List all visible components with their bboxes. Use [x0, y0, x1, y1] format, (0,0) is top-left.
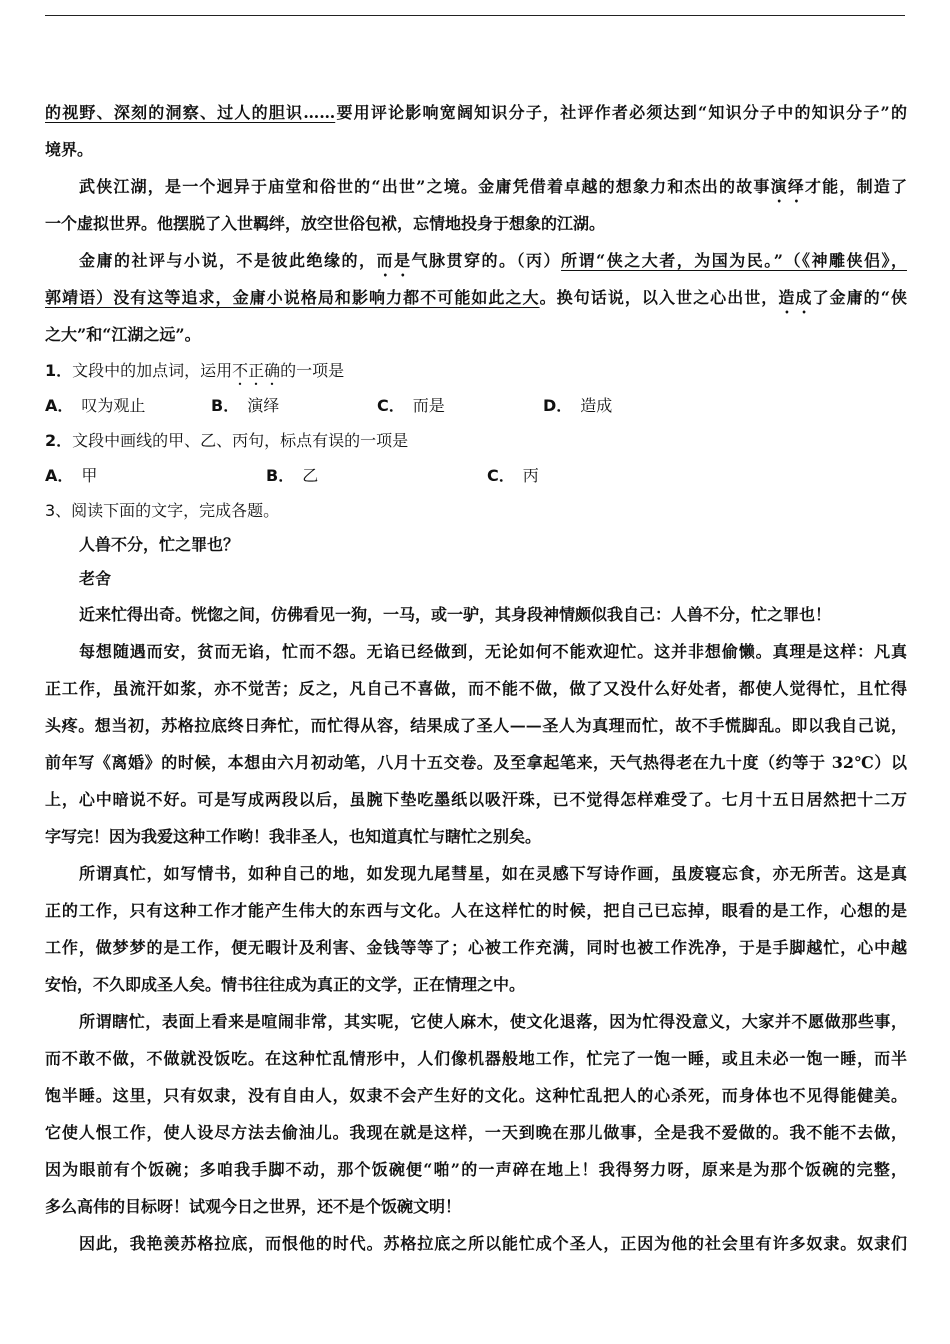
option-b[interactable]: B． 演绎 [211, 396, 280, 415]
essay-line: 正的工作，只有这种工作才能产生伟大的东西与文化。人在这样忙的时候，把自己已忘掉，眼看的是工作，心想的是 [45, 901, 907, 920]
option-a[interactable]: A． 叹为观止 [45, 396, 146, 415]
essay-line: 前年写《离婚》的时候，本想由六月初动笔，八月十五交卷。及至拿起笔来，天气热得老在九十度（约等于 32℃）以 [45, 753, 907, 772]
question-2-stem: 2．文段中画线的甲、乙、丙句，标点有误的一项是 [45, 431, 409, 450]
header-rule [45, 15, 905, 16]
passage-line: 金庸的社评与小说，不是彼此绝缘的，而是气脉贯穿的。（丙）所谓“侠之大者，为国为民。”（《神雕侠侣》， [79, 251, 907, 270]
essay-line: 字写完！因为我爱这种工作哟！我非圣人，也知道真忙与瞎忙之别矣。 [45, 827, 542, 846]
essay-line: 每想随遇而安，贫而无谄，忙而不怨。无谄已经做到，无论如何不能欢迎忙。这并非想偷懒。真理是这样：凡真 [79, 642, 907, 661]
question-1-options [45, 388, 907, 423]
passage-line: 郭靖语）没有这等追求，金庸小说格局和影响力都不可能如此之大。换句话说，以入世之心出世，造成了金庸的“侠 [45, 288, 907, 307]
essay-line: 头疼。想当初，苏格拉底终日奔忙，而忙得从容，结果成了圣人——圣人为真理而忙，故不手慌脚乱。即以我自己说， [45, 716, 907, 735]
dotted-word: 造成 [778, 288, 813, 307]
underlined-sentence: 的视野、深刻的洞察、过人的胆识…… [45, 103, 336, 122]
passage-line: 的视野、深刻的洞察、过人的胆识……要用评论影响宽阔知识分子，社评作者必须达到“知识分子中的知识分子”的 [45, 103, 907, 122]
dotted-word: 演绎 [770, 177, 805, 196]
essay-line: 正工作，虽流汗如浆，亦不觉苦；反之，凡自己不喜做，而不能不做，做了又没什么好处者，都使人觉得忙，且忙得 [45, 679, 907, 698]
dotted-word: 而是 [376, 251, 412, 270]
passage-line: 一个虚拟世界。他摆脱了入世羁绊，放空世俗包袱，忘情地投身于想象的江湖。 [45, 214, 606, 233]
essay-line: 多么高伟的目标呀！试观今日之世界，还不是个饭碗文明！ [45, 1197, 462, 1216]
essay-line: 饱半睡。这里，只有奴隶，没有自由人，奴隶不会产生好的文化。这种忙乱把人的心杀死，而身体也不见得能健美。 [45, 1086, 907, 1105]
passage-line: 之大”和“江湖之远”。 [45, 325, 201, 344]
question-3-header: 3、阅读下面的文字，完成各题。 [45, 501, 280, 520]
essay-line: 而不敢不做，不做就没饭吃。在这种忙乱情形中，人们像机器般地工作，忙完了一饱一睡，或且未必一饱一睡，而半 [45, 1049, 907, 1068]
dotted-word: 不正确 [232, 361, 281, 380]
passage-line: 境界。 [45, 140, 94, 159]
essay-line: 所谓真忙，如写情书，如种自己的地，如发现九尾彗星，如在灵感下写诗作画，虽废寝忘食，亦无所苦。这是真 [79, 864, 907, 883]
option-c[interactable]: C． 丙 [487, 466, 539, 485]
essay-line: 近来忙得出奇。恍惚之间，仿佛看见一狗，一马，或一驴，其身段神情颇似我自己：人兽不分，忙之罪也！ [79, 605, 832, 624]
essay-line: 所谓瞎忙，表面上看来是喧闹非常，其实呢，它使人麻木，使文化退落，因为忙得没意义，大家并不愿做那些事， [79, 1012, 907, 1031]
passage-line: 武侠江湖，是一个迥异于庙堂和俗世的“出世”之境。金庸凭借着卓越的想象力和杰出的故事演绎才能，制造了 [79, 177, 907, 196]
option-d[interactable]: D． 造成 [543, 396, 613, 415]
question-1-stem: 1．文段中的加点词，运用不正确的一项是 [45, 361, 345, 380]
essay-author: 老舍 [79, 569, 112, 588]
question-2-options [45, 458, 907, 493]
essay-line: 因此，我艳羡苏格拉底，而恨他的时代。苏格拉底之所以能忙成个圣人，正因为他的社会里有许多奴隶。奴隶们 [79, 1234, 907, 1253]
underlined-sentence: 所谓“侠之大者，为国为民。”（《神雕侠侣》， [561, 251, 907, 270]
essay-line: 安怡，不久即成圣人矣。情书往往成为真正的文学，正在情理之中。 [45, 975, 526, 994]
essay-title: 人兽不分，忙之罪也？ [79, 535, 240, 554]
essay-line: 工作，做梦梦的是工作，便无暇计及利害、金钱等等了；心被工作充满，同时也被工作洗净，于是手脚越忙，心中越 [45, 938, 907, 957]
option-c[interactable]: C． 而是 [377, 396, 445, 415]
essay-line: 上，心中暗说不好。可是写成两段以后，虽腕下垫吃墨纸以吸汗珠，已不觉得怎样难受了。七月十五日居然把十二万 [45, 790, 907, 809]
essay-line: 它使人恨工作，使人设尽方法去偷油儿。我现在就是这样，一天到晚在那儿做事，全是我不爱做的。我不能不去做， [45, 1123, 907, 1142]
page-content [45, 94, 907, 1262]
option-b[interactable]: B． 乙 [266, 466, 319, 485]
essay-line: 因为眼前有个饭碗；多咱我手脚不动，那个饭碗便“啪”的一声碎在地上！我得努力呀，原来是为那个饭碗的完整， [45, 1160, 907, 1179]
underlined-sentence: 郭靖语）没有这等追求，金庸小说格局和影响力都不可能如此之大 [45, 288, 540, 307]
option-a[interactable]: A． 甲 [45, 466, 98, 485]
